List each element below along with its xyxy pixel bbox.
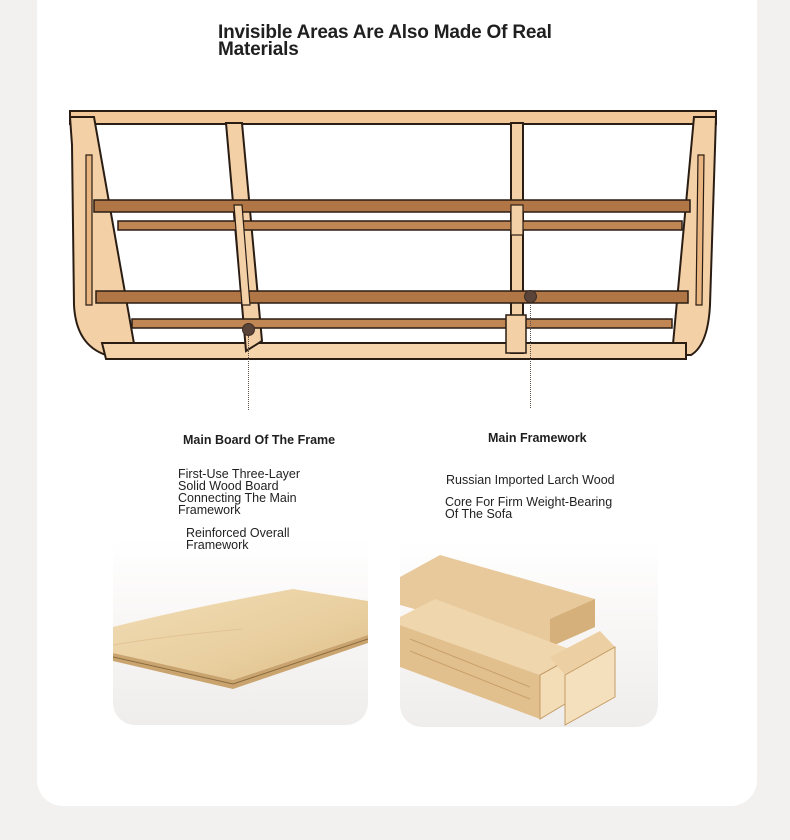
main-board-reinforcement-note: Reinforced Overall Framework xyxy=(186,526,290,552)
main-framework-heading: Main Framework xyxy=(488,431,587,445)
sofa-frame-illustration xyxy=(66,105,722,367)
main-framework-description: Core For Firm Weight-Bearing Of The Sofa xyxy=(445,495,613,521)
main-framework-panel xyxy=(400,415,658,727)
frame-marker-right-dot xyxy=(524,290,537,303)
leader-line-right xyxy=(530,303,531,408)
main-board-heading: Main Board Of The Frame xyxy=(183,433,336,447)
plywood-board-image xyxy=(113,565,368,725)
larch-wood-beams-image xyxy=(400,547,658,727)
leader-line-left xyxy=(248,336,249,410)
main-board-description: First-Use Three-Layer Solid Wood Board Connecting The Main Framework xyxy=(178,467,301,517)
page-title: Invisible Areas Are Also Made Of Real Materials xyxy=(218,22,552,60)
frame-marker-left-dot xyxy=(242,323,255,336)
main-framework-material: Russian Imported Larch Wood xyxy=(446,473,615,487)
main-board-panel xyxy=(113,415,368,725)
